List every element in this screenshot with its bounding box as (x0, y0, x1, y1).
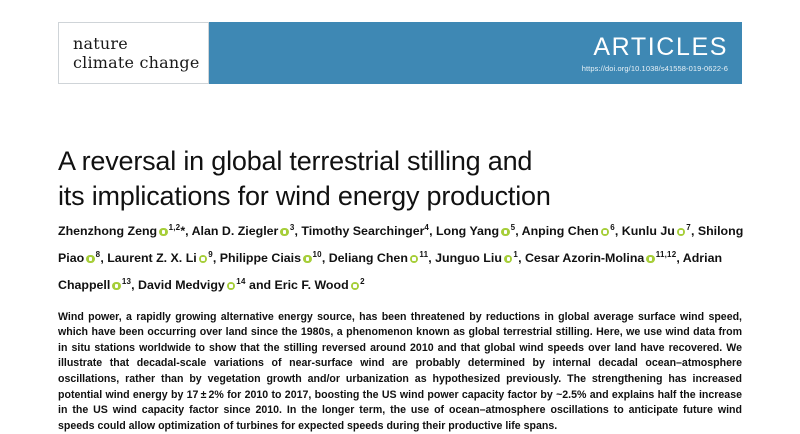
orcid-icon[interactable] (677, 228, 686, 237)
orcid-icon[interactable] (159, 228, 168, 237)
affiliation-marker: 2 (360, 277, 365, 287)
affiliation-marker: 13 (121, 277, 132, 287)
orcid-icon[interactable] (86, 255, 95, 264)
affiliation-marker: 1,2 (168, 223, 181, 232)
title-line-2: its implications for wind energy production (58, 181, 551, 212)
orcid-icon[interactable] (410, 255, 419, 264)
orcid-icon[interactable] (601, 228, 610, 237)
affiliation-marker: 14 (236, 277, 246, 287)
affiliation-marker: 6 (610, 223, 615, 232)
journal-logo-line1: nature (73, 34, 128, 53)
orcid-icon[interactable] (351, 282, 360, 291)
author-list: Zhenzhong Zeng $^{1,2}$*, Alan D. Ziegler $^3$, Timothy Searchinger$^4$, Long Yang $^5$, Anping Chen $^6$, Kunlu Ju $^7$, Shilong Piao $^8$, Laurent Z. X. Li $^9$, Philippe Ciais $^{10}$, Deliang Chen $^{11}$, Junguo Liu $^1$, Cesar Azorin-Molina $^{11,12}$, Adrian Chappell $^{13}$, David Medvigy $^{14}$ and Eric F. Wood $^2$ (58, 223, 744, 293)
affiliation-marker: 1 (513, 250, 519, 260)
affiliation-marker: 11 (419, 250, 429, 260)
orcid-icon[interactable] (112, 282, 121, 291)
orcid-icon[interactable] (646, 255, 655, 264)
orcid-icon[interactable] (199, 255, 208, 264)
affiliation-marker: 5 (510, 223, 516, 232)
affiliation-marker: 3 (289, 223, 295, 232)
affiliation-marker: 4 (424, 223, 430, 232)
affiliation-marker: 11,12 (655, 250, 677, 260)
orcid-icon[interactable] (504, 255, 513, 264)
journal-logo-line2: climate change (73, 53, 200, 72)
orcid-icon[interactable] (227, 282, 236, 291)
orcid-icon[interactable] (280, 228, 289, 237)
affiliation-marker: 7 (686, 223, 691, 232)
affiliation-marker: 10 (312, 250, 322, 260)
title-line-1: A reversal in global terrestrial stilling and (58, 146, 533, 177)
journal-header (58, 22, 742, 84)
article-title (58, 144, 718, 214)
doi-link[interactable]: https://doi.org/10.1038/s41558-019-0622-6 (581, 63, 728, 73)
section-label: ARTICLES (593, 32, 728, 61)
orcid-icon[interactable] (303, 255, 312, 264)
orcid-icon[interactable] (501, 228, 510, 237)
journal-logo (58, 22, 209, 84)
affiliation-marker: 9 (208, 250, 213, 260)
abstract-text: Wind power, a rapidly growing alternative energy source, has been threatened by reductions in global average surface wind speed, which have been occurring over land since the 1980s, a phenomenon known as global terrestrial stilling. Here, we use wind data from in situ stations worldwide to show that the stilling reversed around 2010 and that global wind speeds over land have recovered. We illustrate that decadal-scale variations of near-surface wind are probably determined by internal decadal ocean–atmosphere oscillations, rather than by vegetation growth and/or urbanization as hypothesized previously. The strengthening has increased potential wind energy by 17 ± 2% for 2010 to 2017, boosting the US wind power capacity factor by ~2.5% and explains half the increase in the US wind capacity factor since 2010. In the longer term, the use of ocean–atmosphere oscillations to anticipate future wind speeds could allow optimization of turbines for expected speeds during their productive life spans. (58, 310, 742, 432)
header-band (209, 22, 742, 84)
affiliation-marker: 8 (95, 250, 101, 260)
